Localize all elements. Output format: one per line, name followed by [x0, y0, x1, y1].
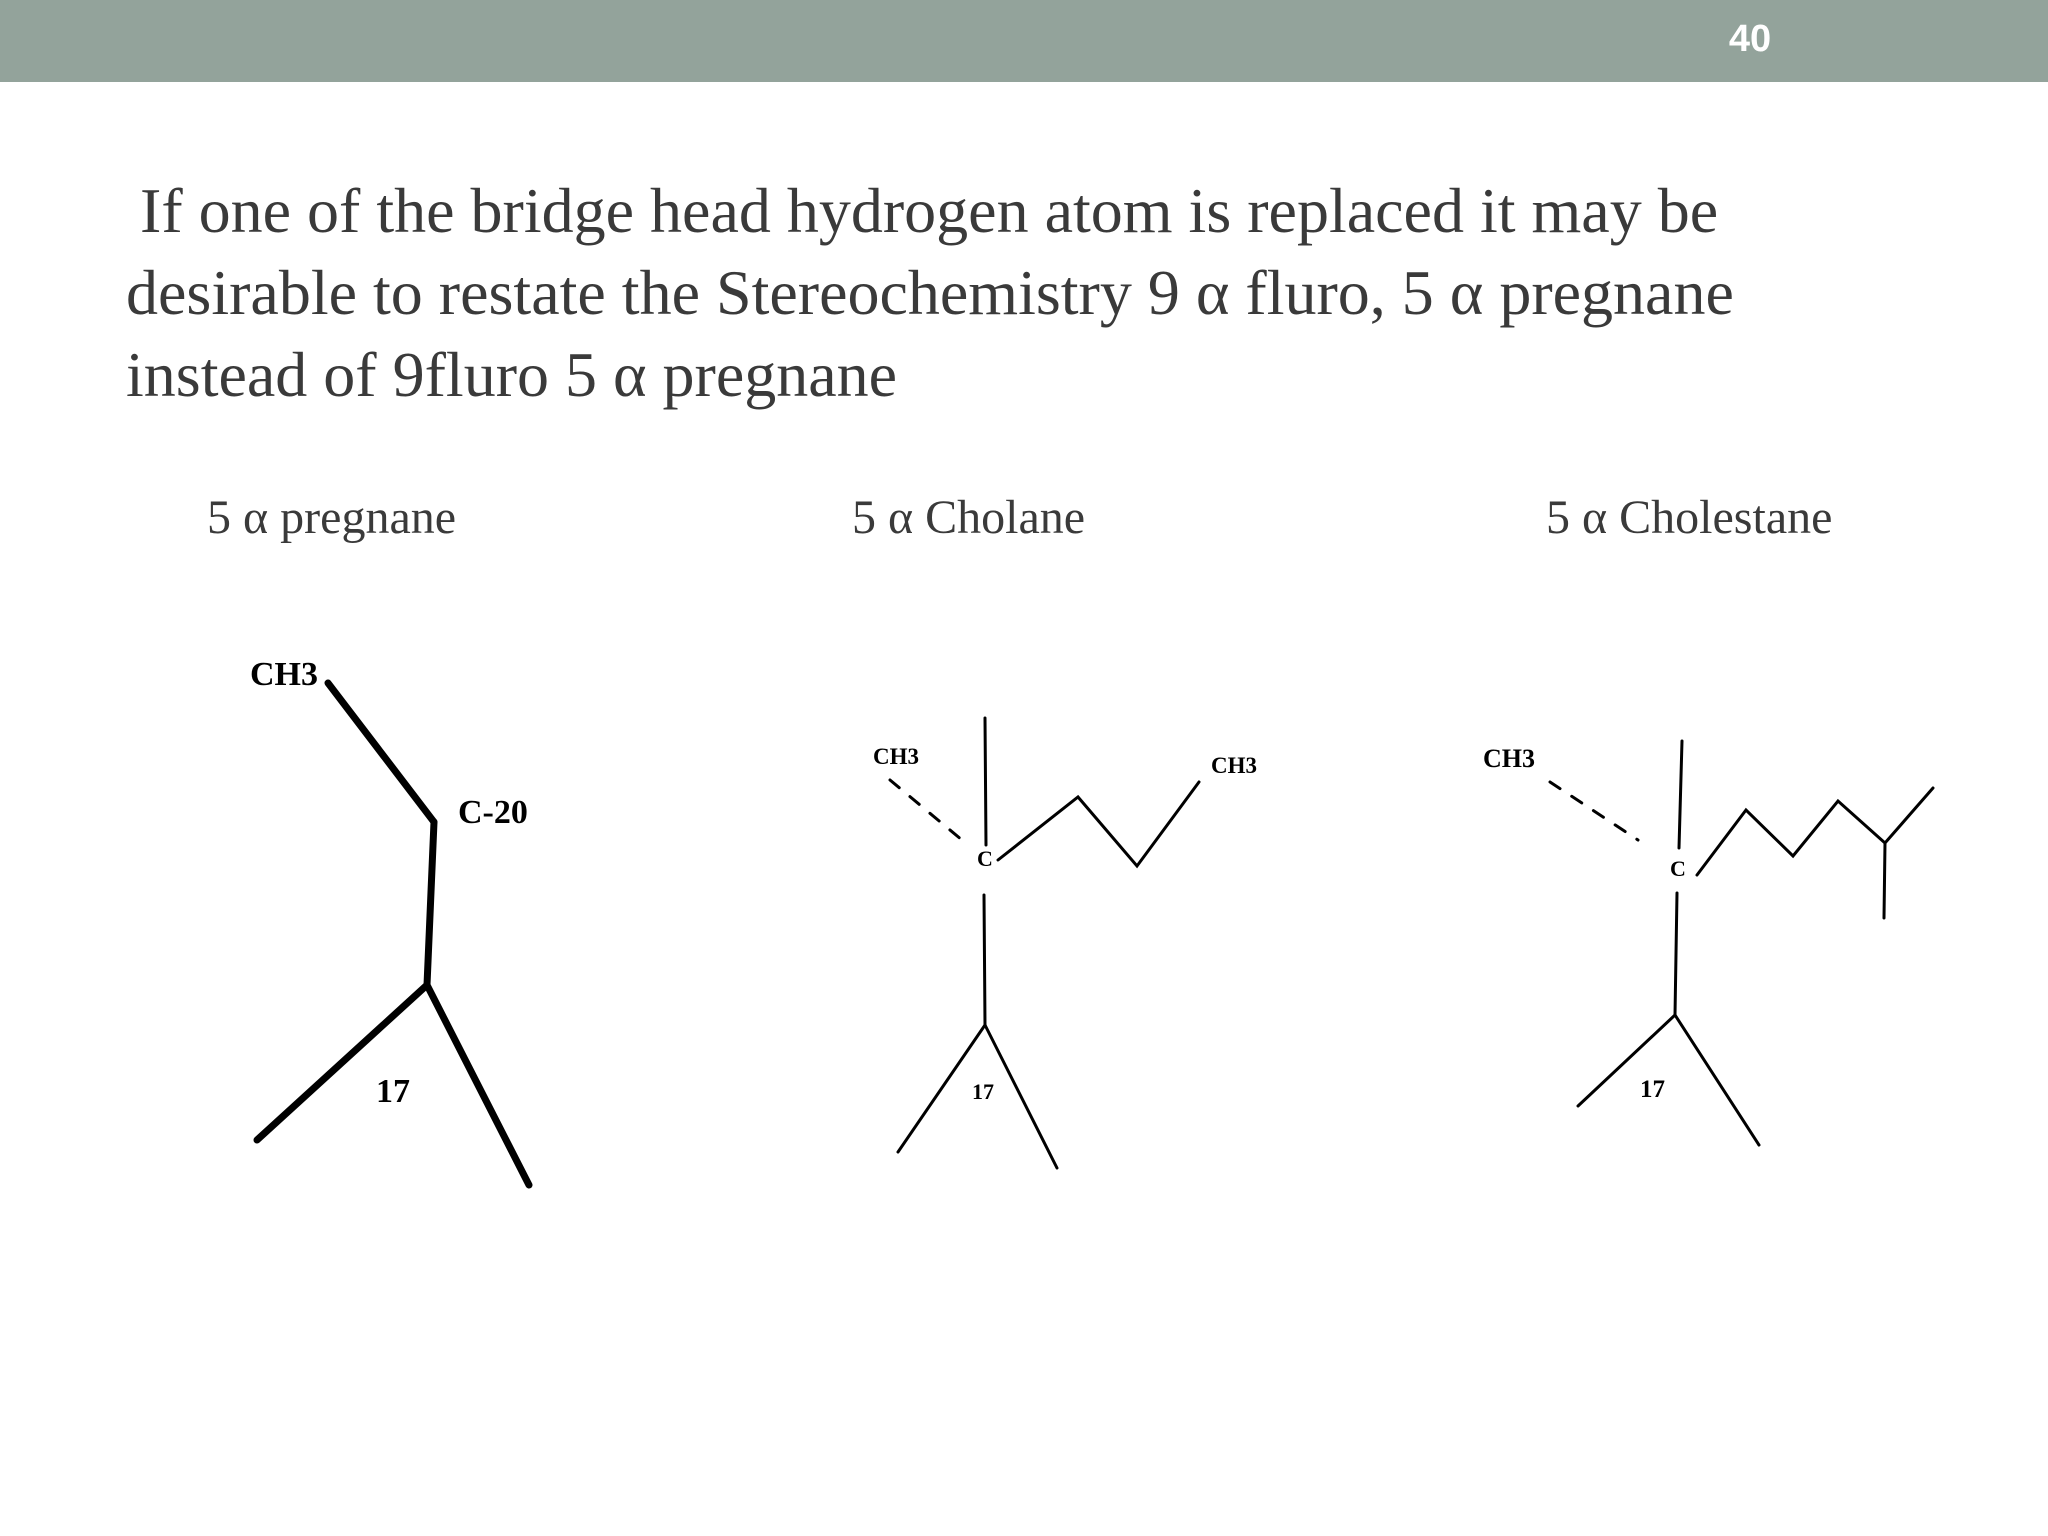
caption-cholane: 5 α Cholane [852, 491, 1086, 544]
pregnane-bond-left [257, 985, 427, 1140]
cholane-structure [890, 718, 1199, 1168]
pregnane-label-17: 17 [376, 1073, 410, 1110]
cholestane-bond-up [1679, 741, 1682, 848]
cholestane-branch [1884, 843, 1885, 918]
cholane-label-ch3-terminal: CH3 [1211, 753, 1257, 778]
cholane-bond-down [984, 895, 985, 1025]
pregnane-bond-right [427, 985, 529, 1185]
caption-pregnane: 5 α pregnane [207, 491, 457, 544]
cholestane-side-chain [1697, 788, 1933, 875]
cholestane-label-17: 17 [1640, 1076, 1665, 1103]
pregnane-bond-c20 [427, 822, 434, 985]
caption-cholestane: 5 α Cholestane [1546, 491, 1833, 544]
cholane-label-ch3: CH3 [873, 744, 919, 769]
cholestane-label-ch3: CH3 [1483, 744, 1535, 773]
body-text-line-1: If one of the bridge head hydrogen atom is replaced it may be [140, 175, 1719, 246]
cholane-label-17: 17 [972, 1079, 994, 1104]
body-text-line-3: instead of 9fluro 5 α pregnane [126, 339, 898, 410]
body-text-line-2: desirable to restate the Stereochemistry 9 α fluro, 5 α pregnane [126, 257, 1734, 328]
pregnane-label-ch3: CH3 [250, 656, 318, 693]
cholane-label-c: C [977, 846, 993, 871]
cholestane-bond-right [1675, 1015, 1759, 1145]
pregnane-bond-ch3 [328, 683, 434, 822]
cholane-bond-up [985, 718, 986, 845]
cholestane-label-c: C [1670, 856, 1686, 881]
cholestane-bond-down [1675, 893, 1677, 1015]
cholane-bond-dashed-ch3 [890, 780, 962, 840]
cholestane-bond-dashed-ch3 [1550, 782, 1638, 840]
cholane-side-chain [998, 782, 1199, 866]
pregnane-label-c20: C-20 [458, 794, 528, 831]
cholestane-structure [1550, 741, 1933, 1145]
cholane-bond-right [985, 1025, 1057, 1168]
slide-number: 40 [1728, 18, 1772, 60]
